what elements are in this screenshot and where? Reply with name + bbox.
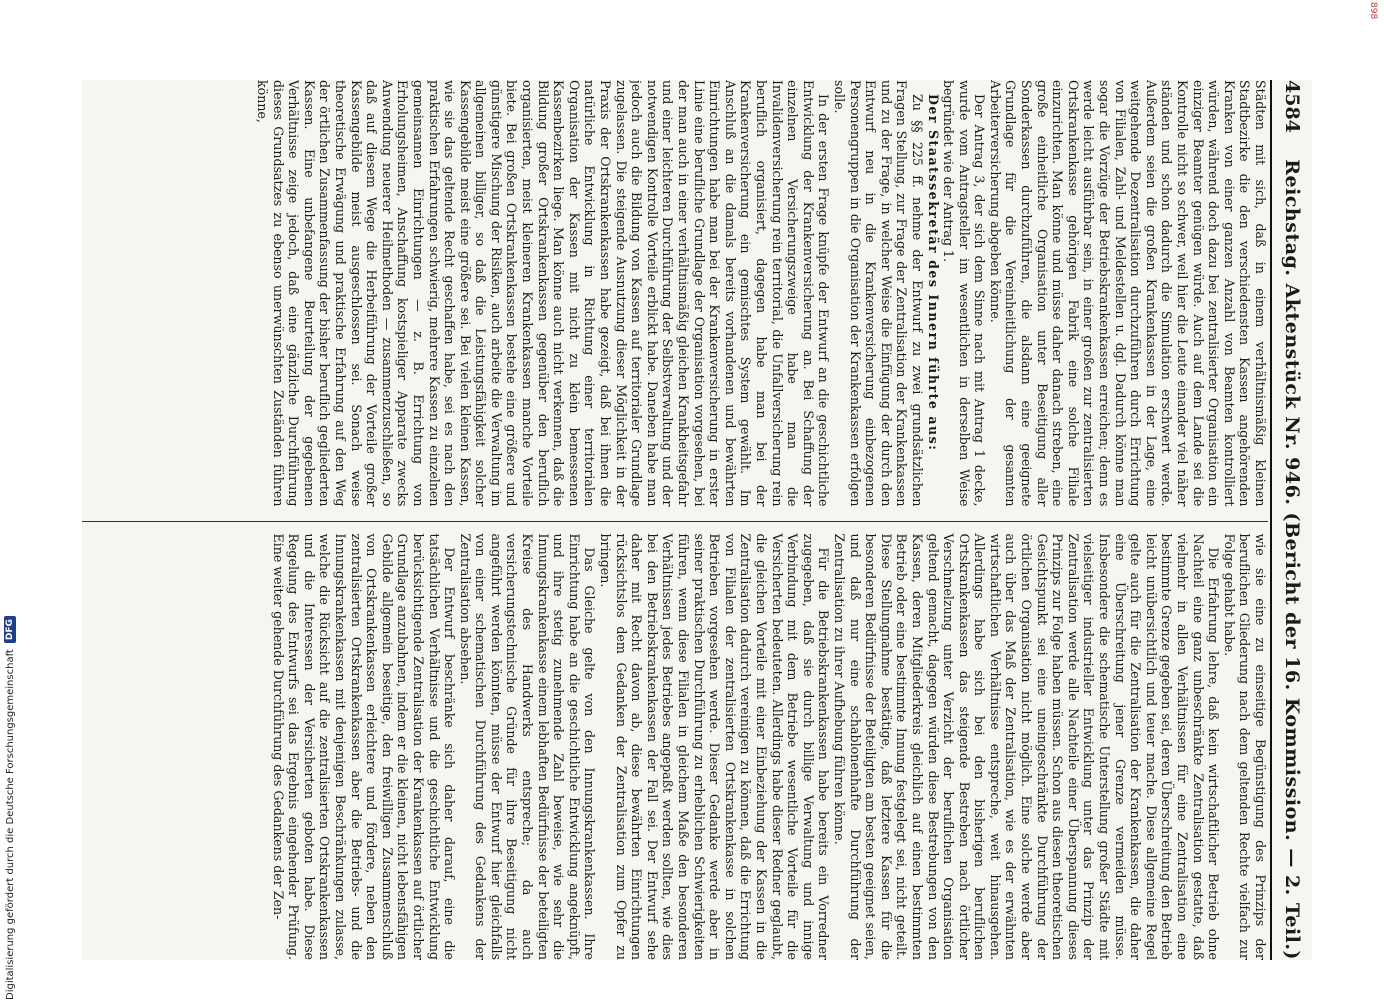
paragraph: Für die Betriebskrankenkassen habe bereits ein Vorredner zugegeben, daß sie durch billige Verwaltung und innige Verbindung mit dem Betriebe wesentliche Vorteile für die Versicherten bedeuteten. Allerdings habe dieser Redner geglaubt, die gleichen Vorteile mit einer Einbeziehung der Kassen in die Zentralisation dadurch vereinigen zu können, daß die Errichtung von Filialen der zentralisierten Ortskrankenkasse in solchen Betrieben vorgesehen werde. Dieser Gedanke werde aber in seiner praktischen Durchführung zu erheblichen Schwierigkeiten führen, wenn diese Filialen in gleichem Maße den besonderen Verhältnissen jedes Betriebes angepaßt werden sollten, wie dies bei den Betriebskrankenkassen der Fall sei. Der Entwurf sehe daher mit Recht davon ab, diese bewährten Einrichtungen rücksichtslos dem Gedanken der Zentralisation zum Opfer zu bringen.	[598, 533, 832, 960]
right-column	[82, 521, 1268, 961]
paragraph: Städten mit sich, daß in einem verhältnismäßig kleinen Stadtbezirke die den verschiedensten Kassen angehörenden Kranken von einer ganzen Anzahl von Beamten kontrolliert würden, während doch dazu bei zentralisierter Organisation ein einziger Beamter genügen würde. Auch auf dem Lande sei die Kontrolle nicht so schwer, weil hier die Leute einander viel näher ständen und schon dadurch die Simulation erschwert werde. Außerdem seien die großen Krankenkassen in der Lage, eine weitgehende Dezentralisation durchzuführen durch Errichtung von Filialen, Zahl- und Meldestellen u. dgl. Dadurch könne man sogar die Vorzüge der Betriebskrankenkassen erreichen; denn es werde leicht ausführbar sein, in einer großen zur zentralisierten Ortskrankenkasse gehörigen Fabrik eine solche Filiale einzurichten. Man könne und müsse daher danach streben, eine große einheitliche Organisation unter Beseitigung aller Sonderkassen durchzuführen, die alsdann eine geeignete Grundlage für die Vereinheitlichung der gesamten Arbeiterversicherung abgeben könne.	[987, 80, 1268, 507]
dfg-logo: DFG	[4, 616, 16, 643]
paragraph: wie sie eine zu einseitige Begünstigung des Prinzips der beruflichen Gliederung nach dem geltenden Rechte vielfach zur Folge gehabt habe.	[1221, 533, 1268, 960]
text-columns	[82, 80, 1268, 960]
corner-number: 898	[1368, 2, 1378, 20]
running-head	[1270, 80, 1312, 960]
left-column	[82, 80, 1268, 507]
paragraph: Die Erfahrung lehre, daß kein wirtschaftlicher Betrieb ohne Nachteil eine ganz unbeschränkte Zentralisation gestatte, daß vielmehr in allen Verhältnissen für eine Zentralisation eine bestimmte Grenze gegeben sei, deren Überschreitung den Betrieb leicht unübersichtlich und teuer mache. Diese allgemeine Regel gelte auch für die Zentralisation der Krankenkassen, die daher eine Überschreitung jener Grenze vermeiden müsse. Insbesondere die schematische Unterstellung großer Städte mit vielseitiger industrieller Entwicklung unter das Prinzip der Zentralisation werde alle Nachteile einer Überspannung dieses Prinzips zur Folge haben müssen. Schon aus diesen theoretischen Gesichtspunkt sei eine uneingeschränkte Durchführung der örtlichen Organisation nicht möglich. Eine solche werde aber auch über das Maß der Zentralisation, wie es der erwähnten wirtschaftlichen Verhältnisse entspreche, weit hinausgehen. Allerdings habe sich bei den bisherigen beruflichen Ortskrankenkassen das steigende Bestreben nach örtlicher Verschmelzung unter Verzicht der beruflichen Organisation geltend gemacht, dagegen würden diese Bestrebungen von den Kassen, deren Mitgliederkreis gleichlich auf einen bestimmten Betrieb oder eine bestimmte Innung festgelegt sei, nicht geteilt. Diese Stellungnahme bestätige, daß letztere Kassen für die besonderen Bedürfnisse der Beteiligten am besten geeignet seien, und daß nur eine schablonenhafte Durchführung der Zentralisation zu ihrer Aufhebung führen könne.	[831, 533, 1222, 960]
credit-text: Digitalisierung gefördert durch die Deutsche Forschungsgemeinschaft	[4, 649, 16, 1000]
scanned-page	[82, 80, 1312, 960]
page-number: 4584	[1281, 80, 1303, 133]
digitization-credit	[0, 560, 20, 1000]
paragraph: Zu §§ 225 ff. nehme der Entwurf zu zwei grundsätzlichen Fragen Stellung, zur Frage der Zentralisation der Krankenkassen und zu der Frage, in welcher Weise die Einfügung der durch den Entwurf neu in die Krankenversicherung einbezogenen Personengruppen in die Organisation der Krankenkassen erfolgen solle.	[831, 80, 925, 507]
paragraph-heading: Der Staatssekretär des Innern führte aus:	[925, 94, 941, 452]
paragraph: Der Entwurf beschränke sich daher darauf, eine die tatsächlichen Verhältnisse und die geschichtliche Entwicklung berücksichtigende Zentralisation der Krankenkassen auf örtlicher Grundlage anzubahnen, indem er die kleinen, nicht lebensfähigen Gebilde allgemein beseitige, den freiwilligen Zusammenschluß von Ortskrankenkassen erleichtere und fördere, neben den zentralisierten Ortskrankenkassen aber die Betriebs- und die Innungskrankenkassen mit denjenigen Beschränkungen zulasse, welche die Rücksicht auf die zentralisierten Ortskrankenkassen und die Interessen der Versicherten geboten habe. Diese Regelung des Entwurfs sei das Ergebnis eingehender Prüfung. Eine weiter gehende Durchführung des Gedankens der Zen-	[270, 533, 458, 960]
page-title: Reichstag. Aktenstück Nr. 946. (Bericht der 16. Kommission. — 2. Teil.)	[1281, 159, 1303, 960]
paragraph: In der ersten Frage knüpfe der Entwurf an die geschichtliche Entwicklung der Krankenversicherung an. Bei Schaffung der einzelnen Versicherungszweige habe man die Invalidenversicherung rein territorial, die Unfallversicherung rein beruflich organisiert, dagegen habe man bei der Krankenversicherung ein gemischtes System gewählt. Im Anschluß an die damals bereits vorhandenen und bewährten Einrichtungen habe man bei der Krankenversicherung in erster Linie eine berufliche Grundlage der Organisation vorgesehen, bei der man auch in einer verhältnismäßig gleichen Krankheitsgefahr und einer leichteren Durchführung der Selbstverwaltung und der notwendigen Kontrolle Vorteile erblickt habe. Daneben habe man jedoch auch die Bildung von Kassen auf territorialer Grundlage zugelassen. Die steigende Ausnutzung dieser Möglichkeit in der Praxis der Ortskrankenkassen habe gezeigt, daß bei ihnen die natürliche Entwicklung in Richtung einer territorialen Organisation der Kassen mit nicht zu klein bemessenen Kassenbezirken liege. Man könne auch nicht verkennen, daß die Bildung großer Ortskrankenkassen gegenüber den beruflich organisierten, meist kleineren Krankenkassen manche Vorteile biete. Bei großen Ortskrankenkassen bestehe eine größere und günstigere Mischung der Risiken, auch arbeite die Verwaltung im allgemeinen billiger, so daß die Leistungsfähigkeit solcher Kassengebilde meist eine größere sei. Bei vielen kleinen Kassen, wie sie das geltende Recht geschaffen habe, sei es nach den praktischen Erfahrungen schwierig, mehrere Kassen zu einzelnen gemeinsamen Einrichtungen — z. B. Errichtung von Erholungsheimen, Anschaffung kostspieliger Apparate zwecks Anwendung neuerer Heilmethoden — zusammenzuschließen, so daß auf diesem Wege die Herbeiführung der Vorteile großer Kassengebilde meist ausgeschlossen sei. Sonach weise theoretische Erwägung und praktische Erfahrung auf den Weg der örtlichen Zusammenfassung der bisher beruflich gegliederten Kassen. Eine unbefangene Beurteilung der gegebenen Verhältnisse zeige jedoch, daß eine gänzliche Durchführung dieses Grundsatzes zu ebenso unerwünschten Zuständen führen könne,	[255, 80, 832, 507]
paragraph: Der Antrag 3, der sich dem Sinne nach mit Antrag 1 decke, wurde vom Antragsteller im wesentlichen in derselben Weise begründet wie der Antrag 1.	[941, 80, 988, 507]
rotated-page-content	[82, 80, 1312, 960]
paragraph: Das Gleiche gelte von den Innungskrankenkassen. Ihre Einrichtung habe an die geschichtliche Entwicklung angeknüpft, und ihre stetig zunehmende Zahl beweise, wie sehr die Innungskrankenkasse einem lebhaften Bedürfnisse der beteiligten Kreise des Handwerks entspreche; da auch versicherungstechnische Gründe für ihre Beseitigung nicht angeführt werden könnten, müsse der Entwurf hier gleichfalls von einer schematischen Durchführung des Gedankens der Zentralisation absehen.	[457, 533, 598, 960]
